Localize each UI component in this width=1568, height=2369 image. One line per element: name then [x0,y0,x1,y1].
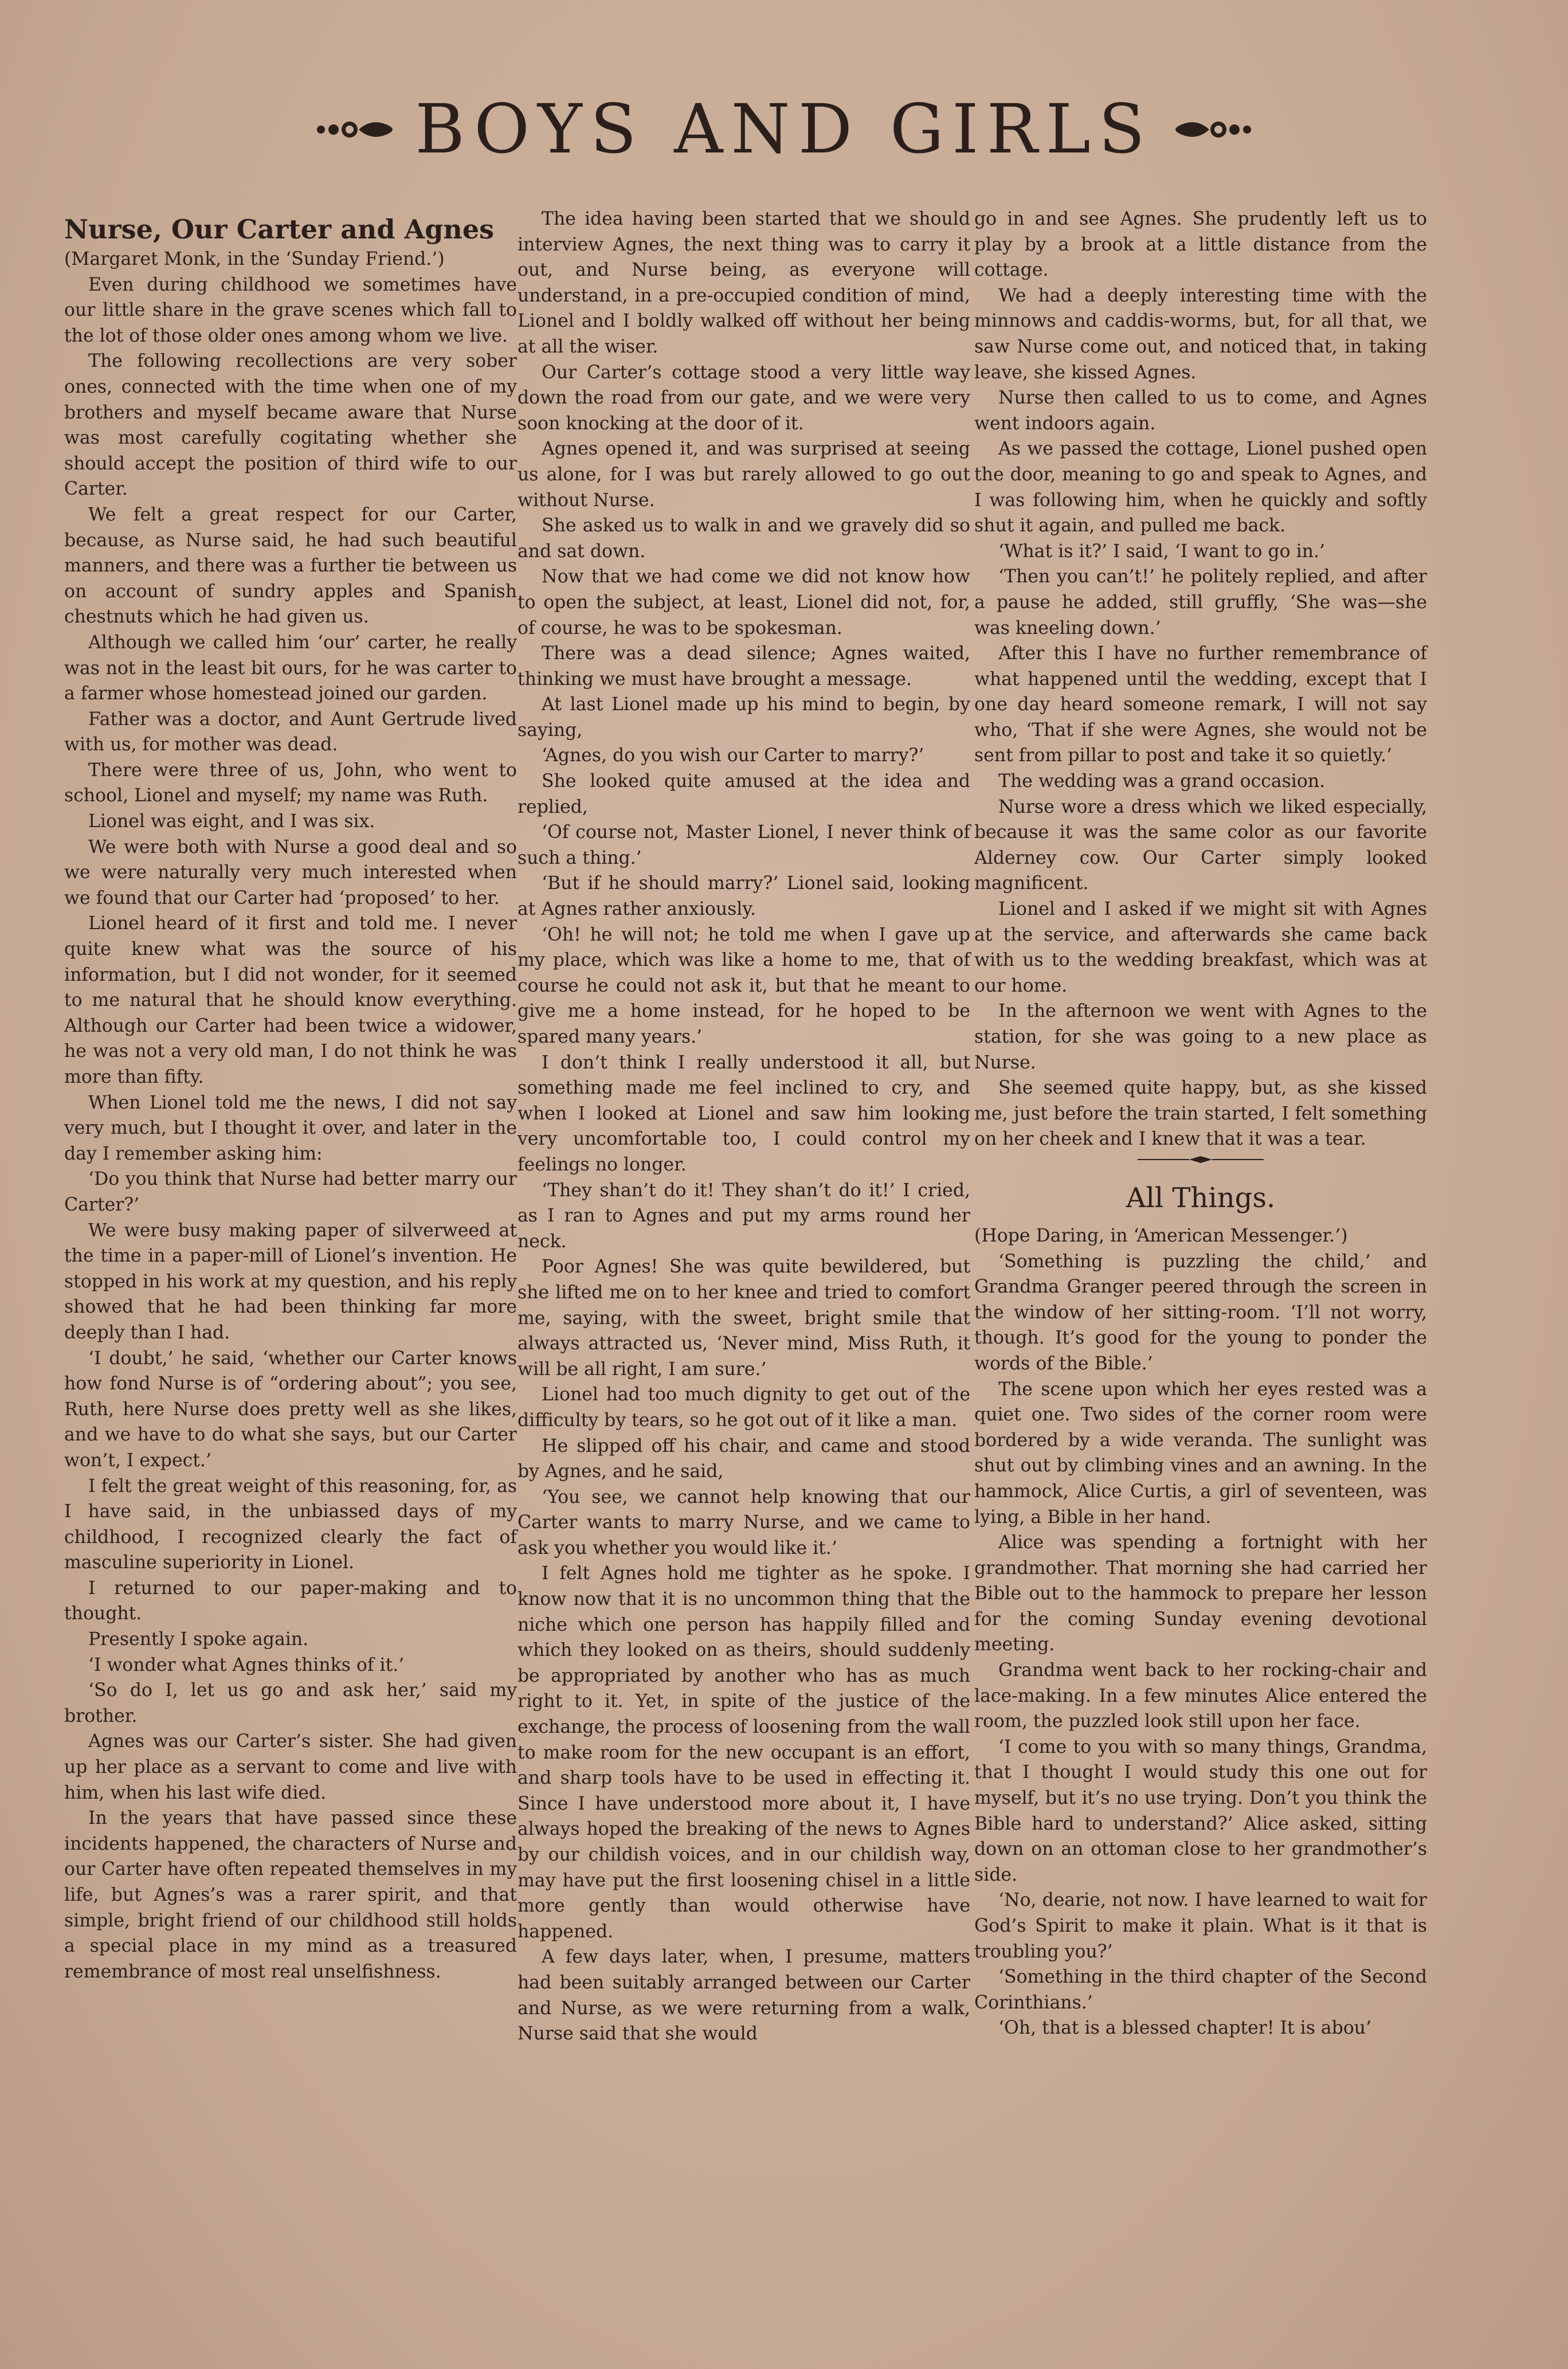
paragraph: We were busy making paper of silverweed at the time in a paper-mill of Lionel’s invention. He stopped in his work at my question, and his reply showed that he had been thinking far more deeply than I had. [64,1220,517,1343]
paragraph: I returned to our paper-making and to thought. [64,1577,517,1624]
paragraph: ‘Then you can’t!’ he politely replied, and after a pause he added, still gruffly, ‘She was—she was kneeling down.’ [974,566,1427,639]
paragraph: I don’t think I really understood it all, but something made me feel inclined to cry, and when I looked at Lionel and saw him looking very uncomfortable too, I could control my feelings no longer. [518,1052,970,1175]
paragraph: In the years that have passed since these incidents happened, the characters of Nurse and our Carter have often repeated themselves in my life, but Agnes’s was a rarer spirit, and that simple, bright friend of our childhood still holds a special place in my mind as a treasured remembrance of most real unselfishness. [64,1808,517,1982]
paragraph: ‘Oh! he will not; he told me when I gave up my place, which was like a home to me, that of course he could not ask it, but that he meant to give me a home instead, for he hoped to be spared many years.’ [518,924,970,1047]
column-3 [974,206,1427,2041]
paragraph: ‘Something is puzzling the child,’ and Grandma Granger peered through the screen in the window of her sitting-room. ‘I’ll not worry, though. It’s good for the young to ponder the words of the Bible.’ [974,1251,1427,1374]
paragraph: Even during childhood we sometimes have our little share in the grave scenes which fall to the lot of those older ones among whom we live. [64,274,517,346]
paragraph: ‘Something in the third chapter of the Second Corinthians.’ [974,1967,1427,2013]
paragraph: ‘You see, we cannot help knowing that our Carter wants to marry Nurse, and we came to ask you whether you would like it.’ [518,1486,970,1559]
paragraph: Alice was spending a fortnight with her grandmother. That morning she had carried her Bible out to the hammock to prepare her lesson for the coming Sunday evening devotional meeting. [974,1532,1427,1655]
paragraph: In the afternoon we went with Agnes to the station, for she was going to a new place as Nurse. [974,1001,1427,1073]
paragraph: Presently I spoke again. [88,1629,309,1650]
article-headline: Nurse, Our Carter and Agnes [64,214,494,245]
paragraph: A few days later, when, I presume, matters had been suitably arranged between our Carter and Nurse, as we were returning from a walk, Nurse said that she would [518,1947,970,2045]
paragraph: ‘Agnes, do you wish our Carter to marry?’ [542,745,924,766]
left-flourish-icon [309,109,401,149]
paragraph: At last Lionel made up his mind to begin, by saying, [518,694,970,741]
paragraph: ‘They shan’t do it! They shan’t do it!’ I cried, as I ran to Agnes and put my arms round her neck. [518,1180,970,1252]
paragraph: Although we called him ‘our’ carter, he really was not in the least bit ours, for he was carter to a farmer whose homestead joined our garden. [64,632,517,704]
paragraph: ‘I wonder what Agnes thinks of it.’ [88,1654,405,1675]
paragraph: We felt a great respect for our Carter, because, as Nurse said, he had such beautiful manners, and there was a further tie between us on account of sundry apples and Spanish chestnuts which he had given us. [64,504,517,628]
paragraph: ‘Of course not, Master Lionel, I never think of such a thing.’ [518,822,970,868]
paragraph: ‘Do you think that Nurse had better marry our Carter?’ [64,1169,517,1215]
paragraph: She asked us to walk in and we gravely did so and sat down. [518,515,970,562]
paragraph: There were three of us, John, who went to school, Lionel and myself; my name was Ruth. [64,759,517,806]
paragraph: Lionel and I asked if we might sit with Agnes at the service, and afterwards she came back with us to the wedding breakfast, which was at our home. [974,899,1427,996]
paragraph: Grandma went back to her rocking-chair and lace-making. In a few minutes Alice entered the room, the puzzled look still upon her face. [974,1660,1427,1732]
paragraph: She seemed quite happy, but, as she kissed me, just before the train started, I felt something on her cheek and I knew that it was a tear. [974,1078,1427,1150]
paragraph: Father was a doctor, and Aunt Gertrude lived with us, for mother was dead. [64,708,517,755]
paragraph: Agnes was our Carter’s sister. She had given up her place as a servant to come and live with him, when his last wife died. [64,1731,517,1803]
paragraph: He slipped off his chair, and came and stood by Agnes, and he said, [518,1435,970,1482]
column-1 [64,206,517,1984]
masthead-title: BOYS AND GIRLS [415,89,1153,169]
paragraph: Poor Agnes! She was quite bewildered, but she lifted me on to her knee and tried to comfort me, saying, with the sweet, bright smile that always attracted us, ‘Never mind, Miss Ruth, it will be all right, I am sure.’ [518,1256,970,1380]
paragraph: ‘So do I, let us go and ask her,’ said my brother. [64,1680,517,1726]
paragraph: Nurse wore a dress which we liked especially, because it was the same color as our favorite Alderney cow. Our Carter simply looked magnificent. [974,796,1427,894]
paragraph: ‘No, dearie, not now. I have learned to wait for God’s Spirit to make it plain. What is it that is troubling you?’ [974,1890,1427,1962]
paragraph: I felt Agnes hold me tighter as he spoke. I know now that it is no uncommon thing that the niche which one person has happily filled and which they looked on as theirs, should suddenly be appropriated by another who has as much right to it. Yet, in spite of the justice of the exchange, the process of loosening from the wall to make room for the new occupant is an effort, and sharp tools have to be used in effecting it. Since I have understood more about it, I have always hoped the breaking of the news to Agnes by our childish voices, and in our childish way, may have put the first loosening chisel in a little more gently than would otherwise have happened. [518,1563,970,1942]
section-divider-icon [1138,1156,1264,1164]
article-byline: (Hope Daring, in ‘American Messenger.’) [974,1225,1348,1246]
paragraph: As we passed the cottage, Lionel pushed open the door, meaning to go and speak to Agnes, and I was following him, when he quickly and softly shut it again, and pulled me back. [974,438,1427,537]
paragraph: There was a dead silence; Agnes waited, thinking we must have brought a message. [518,643,970,690]
paragraph: Agnes opened it, and was surprised at seeing us alone, for I was but rarely allowed to go out without Nurse. [518,438,970,511]
paragraph: The following recollections are very sober ones, connected with the time when one of my brothers and myself became aware that Nurse was most carefully cogitating whether she should accept the position of third wife to our Carter. [64,351,517,500]
paragraph: ‘What is it?’ I said, ‘I want to go in.’ [998,541,1326,562]
paragraph: Now that we had come we did not know how to open the subject, at least, Lionel did not, for, of course, he was to be spokesman. [518,566,970,639]
paragraph: We were both with Nurse a good deal and so we were naturally very much interested when we found that our Carter had ‘proposed’ to her. [64,836,517,909]
paragraph: Nurse then called to us to come, and Agnes went indoors again. [974,387,1427,434]
column-2 [518,206,970,2047]
article-headline: All Things. [1126,1181,1276,1214]
paragraph: After this I have no further remembrance of what happened until the wedding, except that I one day heard someone remark, I will not say who, ‘That if she were Agnes, she would not be sent from pillar to post and take it so quietly.’ [974,643,1427,766]
masthead [0,86,1568,172]
paragraph: ‘But if he should marry?’ Lionel said, looking at Agnes rather anxiously. [518,873,970,920]
paragraph: Lionel was eight, and I was six. [88,811,375,832]
paragraph: She looked quite amused at the idea and replied, [518,771,970,817]
article-byline: (Margaret Monk, in the ‘Sunday Friend.’) [64,249,445,269]
paragraph: Lionel had too much dignity to get out of the difficulty by tears, so he got out of it like a man. [518,1384,970,1431]
right-flourish-icon [1167,109,1259,149]
paragraph: The idea having been started that we should interview Agnes, the next thing was to carry it out, and Nurse being, as everyone will understand, in a pre-occupied condition of mind, Lionel and I boldly walked off without her being at all the wiser. [518,209,970,357]
paragraph: We had a deeply interesting time with the minnows and caddis-worms, but, for all that, we saw Nurse come out, and noticed that, in taking leave, she kissed Agnes. [974,285,1427,383]
paragraph: When Lionel told me the news, I did not say very much, but I thought it over, and later in the day I remember asking him: [64,1092,517,1164]
paragraph: ‘I doubt,’ he said, ‘whether our Carter knows how fond Nurse is of “ordering about”; you see, Ruth, here Nurse does pretty well as she likes, and we have to do what she says, but our Carter won’t, I expect.’ [64,1348,517,1471]
paragraph: go in and see Agnes. She prudently left us to play by a brook at a little distance from the cottage. [974,209,1427,281]
paragraph: ‘Oh, that is a blessed chapter! It is abou’ [998,2018,1372,2039]
paragraph: The wedding was a grand occasion. [998,771,1326,792]
paragraph: Lionel heard of it first and told me. I never quite knew what was the source of his information, but I did not wonder, for it seemed to me natural that he should know everything. Although our Carter had been twice a widower, he was not a very old man, I do not think he was more than fifty. [64,913,517,1087]
paragraph: ‘I come to you with so many things, Grandma, that I thought I would study this one out for myself, but it’s no use trying. Don’t you think the Bible hard to understand?’ Alice asked, sitting down on an ottoman close to her grandmother’s side. [974,1736,1427,1885]
paragraph: The scene upon which her eyes rested was a quiet one. Two sides of the corner room were bordered by a wide veranda. The sunlight was shut out by climbing vines and an awning. In the hammock, Alice Curtis, a girl of seventeen, was lying, a Bible in her hand. [974,1379,1427,1528]
paragraph: Our Carter’s cottage stood a very little way down the road from our gate, and we were very soon knocking at the door of it. [518,362,970,434]
paragraph: I felt the great weight of this reasoning, for, as I have said, in the unbiassed days of my childhood, I recognized clearly the fact of masculine superiority in Lionel. [64,1475,517,1573]
